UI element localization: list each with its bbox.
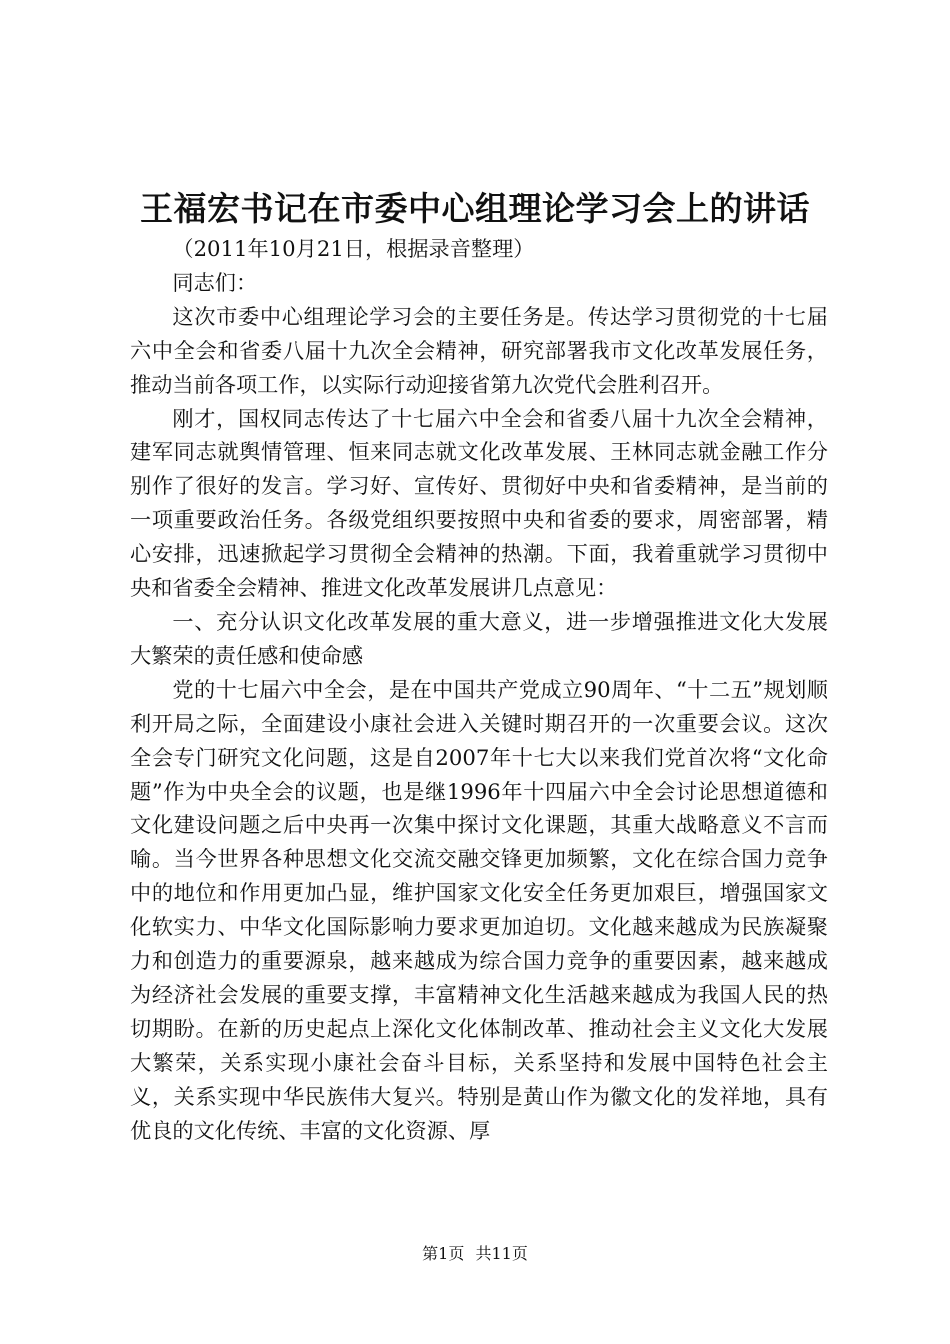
page-footer xyxy=(0,1243,950,1265)
paragraph-2: 刚才，国权同志传达了十七届六中全会和省委八届十九次全会精神，建军同志就舆情管理、恒来同志就文化改革发展、王林同志就金融工作分别作了很好的发言。学习好、宣传好、贯彻好中央和省委精神，是当前的一项重要政治任务。各级党组织要按照中央和省委的要求，周密部署，精心安排，迅速掀起学习贯彻全会精神的热潮。下面，我着重就学习贯彻中央和省委全会精神、推进文化改革发展讲几点意见： xyxy=(130,405,828,601)
date-note: （2011年10月21日，根据录音整理） xyxy=(172,236,535,261)
page-current: 第1页 xyxy=(422,1244,465,1263)
paragraph-3: 党的十七届六中全会，是在中国共产党成立90周年、“十二五”规划顺利开局之际，全面建设小康社会进入关键时期召开的一次重要会议。这次全会专门研究文化问题，这是自2007年十七大以来我们党首次将“文化命题”作为中央全会的议题，也是继1996年十四届六中全会讨论思想道德和文化建设问题之后中央再一次集中探讨文化课题，其重大战略意义不言而喻。当今世界各种思想文化交流交融交锋更加频繁，文化在综合国力竞争中的地位和作用更加凸显，维护国家文化安全任务更加艰巨，增强国家文化软实力、中华文化国际影响力要求更加迫切。文化越来越成为民族凝聚力和创造力的重要源泉，越来越成为综合国力竞争的重要因素，越来越成为经济社会发展的重要支撑，丰富精神文化生活越来越成为我国人民的热切期盼。在新的历史起点上深化文化体制改革、推动社会主义文化大发展大繁荣，关系实现小康社会奋斗目标，关系坚持和发展中国特色社会主义，关系实现中华民族伟大复兴。特别是黄山作为徽文化的发祥地，具有优良的文化传统、丰富的文化资源、厚 xyxy=(130,676,828,1143)
paragraph-1: 这次市委中心组理论学习会的主要任务是。传达学习贯彻党的十七届六中全会和省委八届十九次全会精神，研究部署我市文化改革发展任务，推动当前各项工作，以实际行动迎接省第九次党代会胜利召开。 xyxy=(130,303,828,397)
section-heading-1: 一、充分认识文化改革发展的重大意义，进一步增强推进文化大发展大繁荣的责任感和使命感 xyxy=(130,608,828,668)
document-body xyxy=(130,232,828,1147)
page-total: 共11页 xyxy=(475,1244,528,1263)
document-title: 王福宏书记在市委中心组理论学习会上的讲话 xyxy=(140,189,810,228)
greeting: 同志们： xyxy=(172,269,258,295)
